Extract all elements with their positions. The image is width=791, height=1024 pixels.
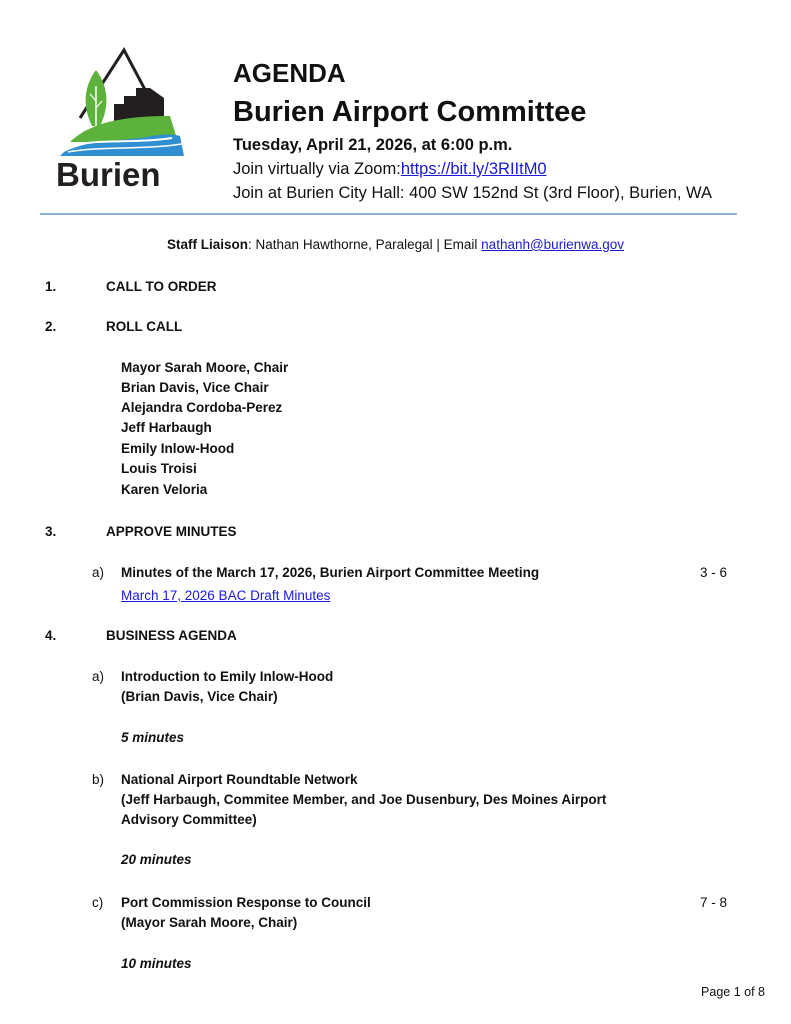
- section-title-business-agenda: BUSINESS AGENDA: [106, 628, 237, 643]
- item-presenter: (Jeff Harbaugh, Commitee Member, and Joe Dusenbury, Des Moines Airport: [121, 792, 607, 807]
- section-title-approve-minutes: APPROVE MINUTES: [106, 524, 237, 539]
- item-title: Port Commission Response to Council: [121, 895, 371, 910]
- item-letter: c): [92, 895, 104, 910]
- item-duration: 20 minutes: [121, 852, 192, 867]
- member-name: Mayor Sarah Moore, Chair: [121, 360, 289, 375]
- item-letter: a): [92, 669, 105, 684]
- draft-minutes-link[interactable]: March 17, 2026 BAC Draft Minutes: [121, 588, 331, 603]
- item-presenter: (Brian Davis, Vice Chair): [121, 689, 278, 704]
- burien-logo: [52, 46, 188, 196]
- address-line: Join at Burien City Hall: 400 SW 152nd St (3rd Floor), Burien, WA: [233, 184, 712, 202]
- item-duration: 10 minutes: [121, 956, 192, 971]
- meeting-date: Tuesday, April 21, 2026, at 6:00 p.m.: [233, 136, 513, 154]
- page-number: Page 1 of 8: [701, 985, 765, 999]
- member-name: Emily Inlow-Hood: [121, 441, 235, 456]
- section-number: 2.: [45, 319, 57, 334]
- page-title: Burien Airport Committee: [233, 96, 587, 128]
- item-presenter-continued: Advisory Committee): [121, 812, 257, 827]
- liaison-text: : Nathan Hawthorne, Paralegal | Email: [248, 237, 482, 252]
- member-name: Brian Davis, Vice Chair: [121, 380, 269, 395]
- zoom-line: [233, 160, 547, 179]
- member-name: Alejandra Cordoba-Perez: [121, 400, 283, 415]
- liaison-email-link[interactable]: nathanh@burienwa.gov: [481, 237, 624, 252]
- zoom-link[interactable]: https://bit.ly/3RIItM0: [400, 160, 547, 178]
- member-name: Karen Veloria: [121, 482, 208, 497]
- item-duration: 5 minutes: [121, 730, 185, 745]
- page-range: 3 - 6: [700, 565, 728, 580]
- item-title: National Airport Roundtable Network: [121, 772, 358, 787]
- liaison-label: Staff Liaison: [167, 237, 249, 252]
- member-name: Jeff Harbaugh: [121, 420, 212, 435]
- section-number: 1.: [45, 279, 57, 294]
- page-range: 7 - 8: [700, 895, 728, 910]
- logo-mark-icon: [52, 46, 188, 156]
- logo-wordmark: Burien: [56, 156, 161, 193]
- item-presenter: (Mayor Sarah Moore, Chair): [121, 915, 298, 930]
- section-title-roll-call: ROLL CALL: [106, 319, 183, 334]
- item-title: Minutes of the March 17, 2026, Burien Airport Committee Meeting: [121, 565, 540, 580]
- item-title: Introduction to Emily Inlow-Hood: [121, 669, 334, 684]
- section-number: 4.: [45, 628, 57, 643]
- section-title-call-to-order: CALL TO ORDER: [106, 279, 217, 294]
- header-divider: [40, 213, 737, 215]
- item-letter: b): [92, 772, 105, 787]
- document-type: AGENDA: [233, 58, 346, 88]
- member-name: Louis Troisi: [121, 461, 197, 476]
- staff-liaison: [0, 237, 791, 252]
- item-letter: a): [92, 565, 105, 580]
- zoom-prefix: Join virtually via Zoom:: [233, 160, 401, 178]
- section-number: 3.: [45, 524, 57, 539]
